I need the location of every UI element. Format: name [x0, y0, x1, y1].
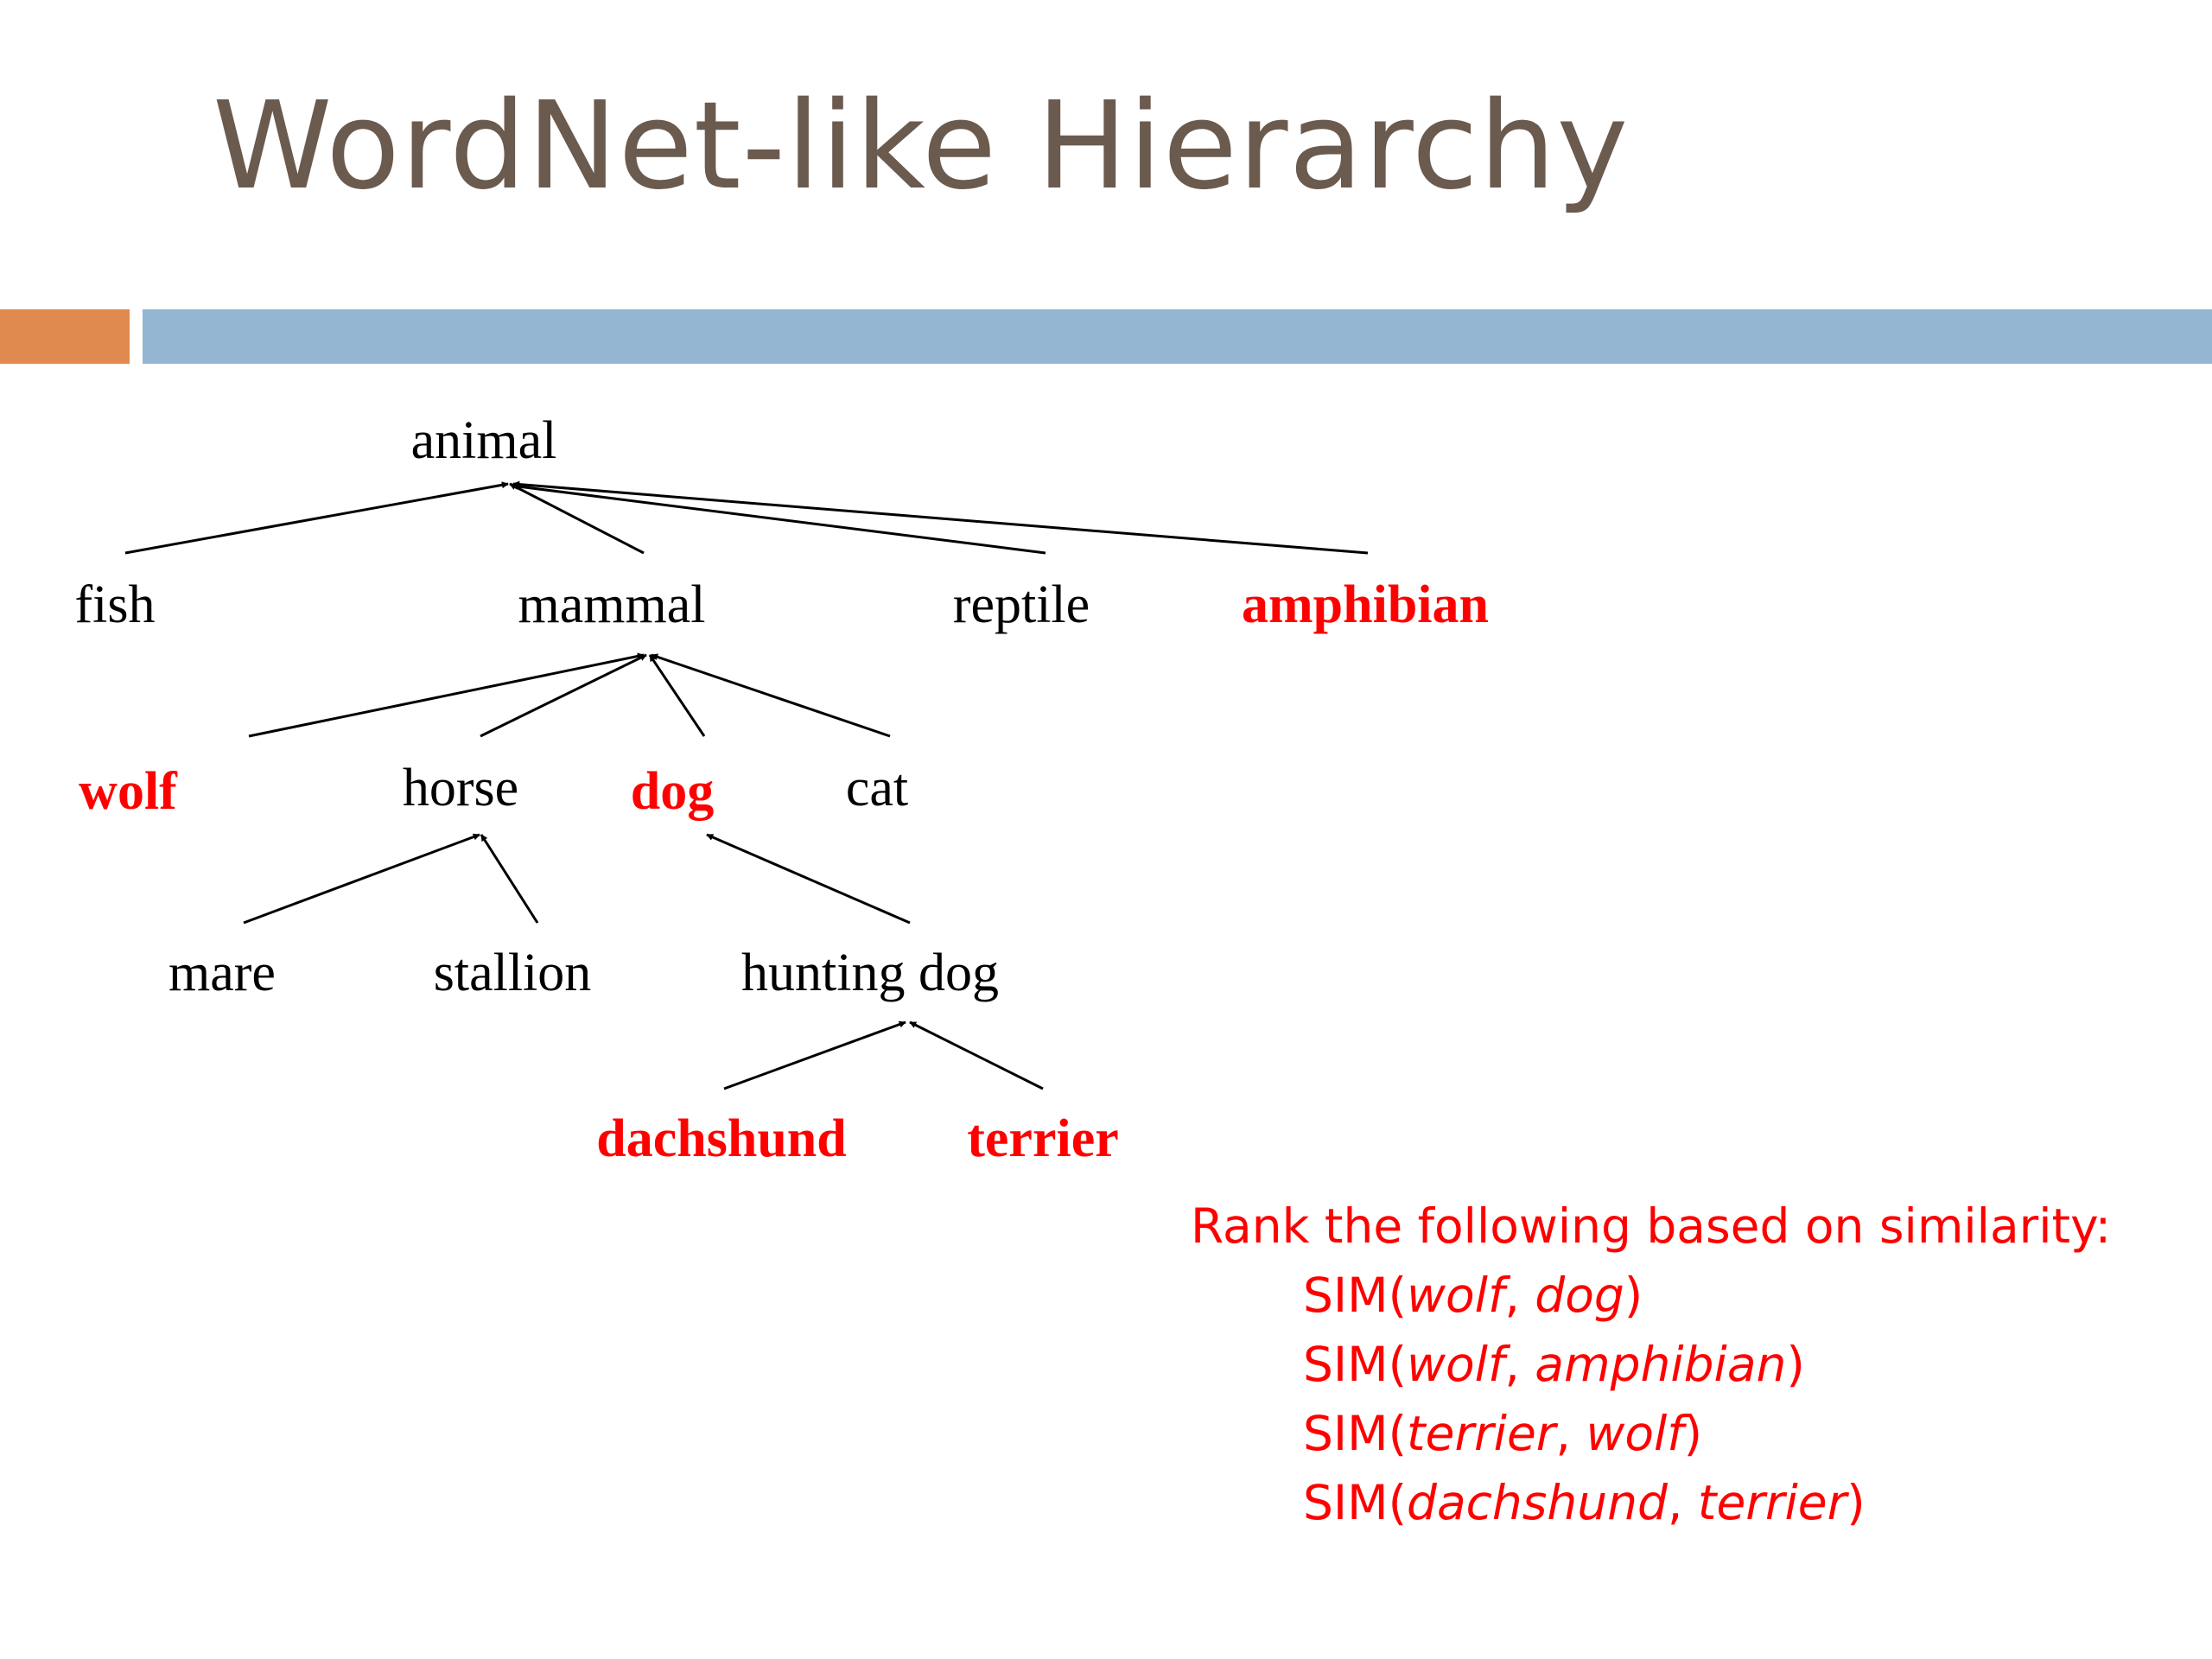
sim-close: ): [1847, 1475, 1866, 1530]
similarity-question: [1191, 1198, 2112, 1530]
sim-close: ): [1624, 1268, 1643, 1323]
node-wolf: wolf: [79, 762, 177, 821]
question-item-4: [1303, 1475, 2111, 1530]
node-animal: animal: [410, 411, 557, 470]
edge-stallion-to-horse: [481, 835, 537, 923]
node-fish: fish: [74, 575, 156, 634]
node-dog: dog: [630, 762, 715, 821]
edge-mare-to-horse: [244, 835, 480, 923]
sim-func: SIM(: [1303, 1268, 1408, 1323]
edge-hunting-dog-to-dog: [707, 835, 910, 923]
node-cat: cat: [845, 759, 909, 817]
sim-sep: ,: [1555, 1406, 1586, 1461]
question-item-2: [1303, 1337, 2111, 1392]
edge-amphibian-to-animal: [513, 484, 1368, 553]
edge-terrier-to-hunting-dog: [910, 1022, 1043, 1089]
question-item-3: [1303, 1406, 2111, 1461]
node-dachshund: dachshund: [596, 1109, 847, 1168]
sim-arg-b: terrier: [1697, 1475, 1847, 1530]
node-amphibian: amphibian: [1241, 575, 1490, 634]
edge-horse-to-mammal: [480, 655, 646, 736]
sim-close: ): [1683, 1406, 1703, 1461]
question-prompt: Rank the following based on similarity:: [1191, 1198, 2112, 1254]
node-stallion: stallion: [433, 944, 592, 1002]
sim-sep: ,: [1667, 1475, 1698, 1530]
sim-func: SIM(: [1303, 1406, 1408, 1461]
edge-wolf-to-mammal: [249, 655, 644, 736]
sim-func: SIM(: [1303, 1475, 1408, 1530]
node-terrier: terrier: [967, 1109, 1119, 1168]
node-reptile: reptile: [952, 575, 1090, 634]
sim-sep: ,: [1504, 1268, 1535, 1323]
sim-close: ): [1786, 1337, 1805, 1392]
node-hunting-dog: hunting dog: [741, 944, 999, 1002]
question-item-1: [1303, 1268, 2111, 1323]
sim-arg-a: wolf: [1407, 1337, 1505, 1392]
sim-arg-a: terrier: [1407, 1406, 1556, 1461]
edge-dog-to-mammal: [650, 655, 704, 736]
node-mare: mare: [168, 944, 276, 1002]
edge-cat-to-mammal: [652, 655, 890, 736]
edge-fish-to-animal: [125, 484, 508, 553]
sim-arg-a: dachshund: [1407, 1475, 1668, 1530]
sim-sep: ,: [1504, 1337, 1535, 1392]
node-horse: horse: [402, 759, 519, 817]
sim-arg-b: amphibian: [1535, 1337, 1787, 1392]
sim-arg-b: dog: [1535, 1268, 1624, 1323]
slide-title: WordNet-like Hierarchy: [213, 76, 1630, 217]
node-mammal: mammal: [518, 575, 706, 634]
sim-arg-a: wolf: [1407, 1268, 1505, 1323]
sim-arg-b: wolf: [1586, 1406, 1684, 1461]
edge-dachshund-to-hunting-dog: [724, 1022, 906, 1089]
sim-func: SIM(: [1303, 1337, 1408, 1392]
